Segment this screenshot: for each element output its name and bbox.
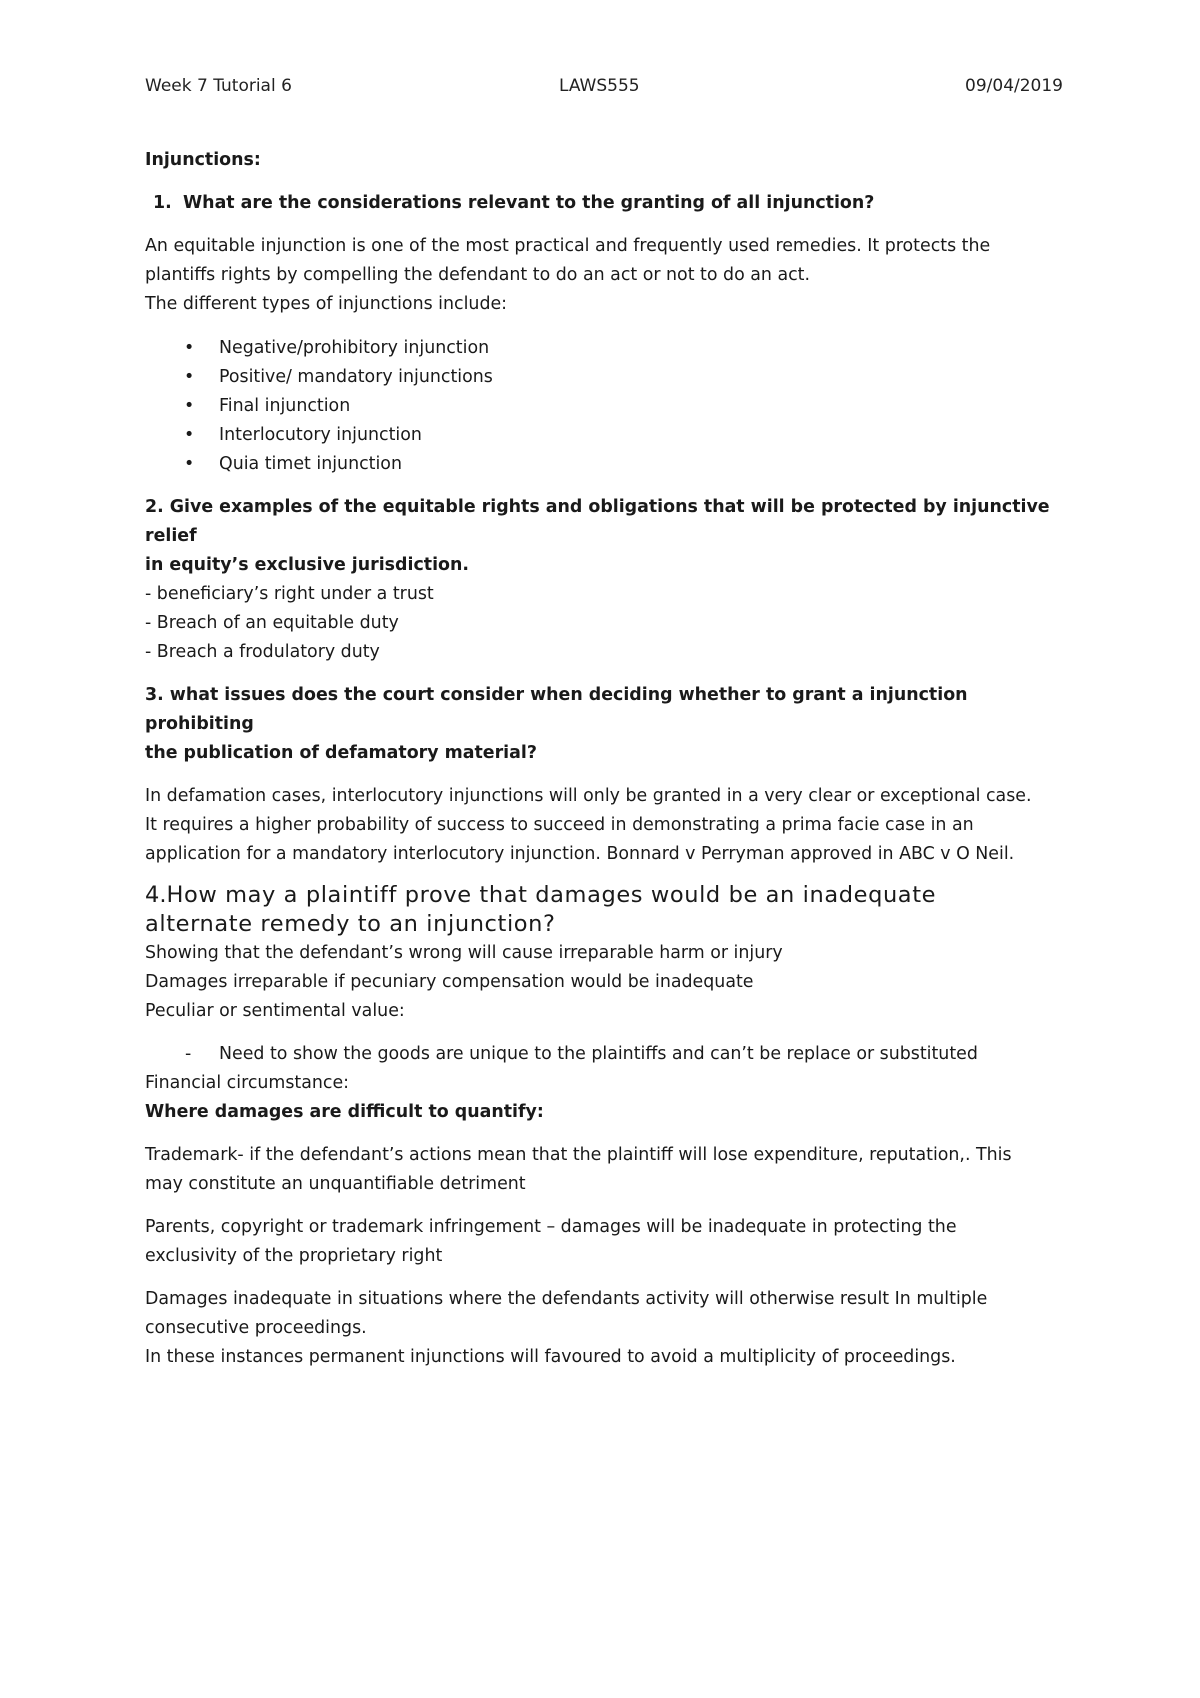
answer-4-line: Peculiar or sentimental value:	[145, 1001, 405, 1021]
page-header	[145, 76, 1063, 100]
question-1	[145, 189, 1065, 218]
answer-4-subheading: Where damages are difficult to quantify:	[145, 1102, 544, 1122]
answer-4-dash-item	[145, 1040, 1065, 1069]
injunction-types-list	[145, 334, 1065, 479]
text-line: Trademark- if the defendant’s actions mean that the plaintiff will lose expenditure, reputation,. This	[145, 1145, 1012, 1165]
bullet-icon: •	[184, 454, 195, 474]
document-body	[145, 146, 1065, 1372]
text-line: may constitute an unquantifiable detriment	[145, 1174, 526, 1194]
text-line: 3. what issues does the court consider when deciding whether to grant a injunction prohibiting	[145, 685, 968, 734]
question-1-text: What are the considerations relevant to the granting of all injunction?	[183, 193, 875, 213]
answer-2-item: - Breach a frodulatory duty	[145, 642, 380, 662]
answer-4-line: Damages irreparable if pecuniary compensation would be inadequate	[145, 972, 754, 992]
list-item-text: Interlocutory injunction	[219, 425, 422, 445]
text-line: application for a mandatory interlocutory injunction. Bonnard v Perryman approved in ABC v O Neil.	[145, 844, 1015, 864]
text-line: An equitable injunction is one of the most practical and frequently used remedies. It protects the	[145, 236, 991, 256]
answer-4-line: Showing that the defendant’s wrong will cause irreparable harm or injury	[145, 943, 783, 963]
question-4-number: 4.	[145, 882, 167, 908]
bullet-icon: •	[184, 367, 195, 387]
answer-2-item: - beneficiary’s right under a trust	[145, 584, 434, 604]
list-item-text: Final injunction	[219, 396, 351, 416]
list-item	[145, 421, 1065, 450]
question-2	[145, 493, 1065, 580]
list-item	[145, 392, 1065, 421]
text-line: Damages inadequate in situations where the defendants activity will otherwise result In multiple	[145, 1289, 988, 1309]
header-course-code: LAWS555	[559, 76, 640, 96]
list-item-text: Negative/prohibitory injunction	[219, 338, 490, 358]
answer-4-line: In these instances permanent injunctions will favoured to avoid a multiplicity of proceedings.	[145, 1347, 956, 1367]
list-item-text: Quia timet injunction	[219, 454, 402, 474]
types-intro: The different types of injunctions include:	[145, 294, 508, 314]
text-line: plantiffs rights by compelling the defendant to do an act or not to do an act.	[145, 265, 811, 285]
bullet-icon: •	[184, 425, 195, 445]
header-week-label: Week 7 Tutorial 6	[145, 76, 292, 96]
text-line: In defamation cases, interlocutory injunctions will only be granted in a very clear or exceptional case.	[145, 786, 1032, 806]
list-item-text: Positive/ mandatory injunctions	[219, 367, 493, 387]
header-date: 09/04/2019	[965, 76, 1063, 96]
text-line: in equity’s exclusive jurisdiction.	[145, 555, 469, 575]
answer-4-line: Financial circumstance:	[145, 1073, 350, 1093]
section-title: Injunctions:	[145, 150, 261, 170]
text-line: 2. Give examples of the equitable rights and obligations that will be protected by injunctive relief	[145, 497, 1050, 546]
answer-4-paragraph	[145, 1141, 1065, 1199]
text-line: the publication of defamatory material?	[145, 743, 537, 763]
text-line: consecutive proceedings.	[145, 1318, 367, 1338]
text-line	[145, 881, 1065, 910]
dash-item-text: Need to show the goods are unique to the plaintiffs and can’t be replace or substituted	[219, 1044, 978, 1064]
bullet-icon: •	[184, 396, 195, 416]
list-item	[145, 450, 1065, 479]
text-line: It requires a higher probability of success to succeed in demonstrating a prima facie case in an	[145, 815, 974, 835]
answer-4-paragraph	[145, 1285, 1065, 1343]
list-item	[145, 363, 1065, 392]
question-4-text: How may a plaintiff prove that damages would be an inadequate	[166, 882, 937, 908]
answer-2-item: - Breach of an equitable duty	[145, 613, 399, 633]
bullet-icon: •	[184, 338, 195, 358]
question-1-number: 1.	[153, 193, 172, 213]
answer-4-paragraph	[145, 1213, 1065, 1271]
text-line: Parents, copyright or trademark infringement – damages will be inadequate in protecting the	[145, 1217, 957, 1237]
dash-icon: -	[185, 1044, 192, 1064]
list-item	[145, 334, 1065, 363]
answer-3-paragraph	[145, 782, 1065, 869]
text-line: exclusivity of the proprietary right	[145, 1246, 443, 1266]
question-4	[145, 881, 1065, 939]
text-line: alternate remedy to an injunction?	[145, 911, 556, 937]
question-3	[145, 681, 1065, 768]
answer-1-paragraph	[145, 232, 1065, 290]
